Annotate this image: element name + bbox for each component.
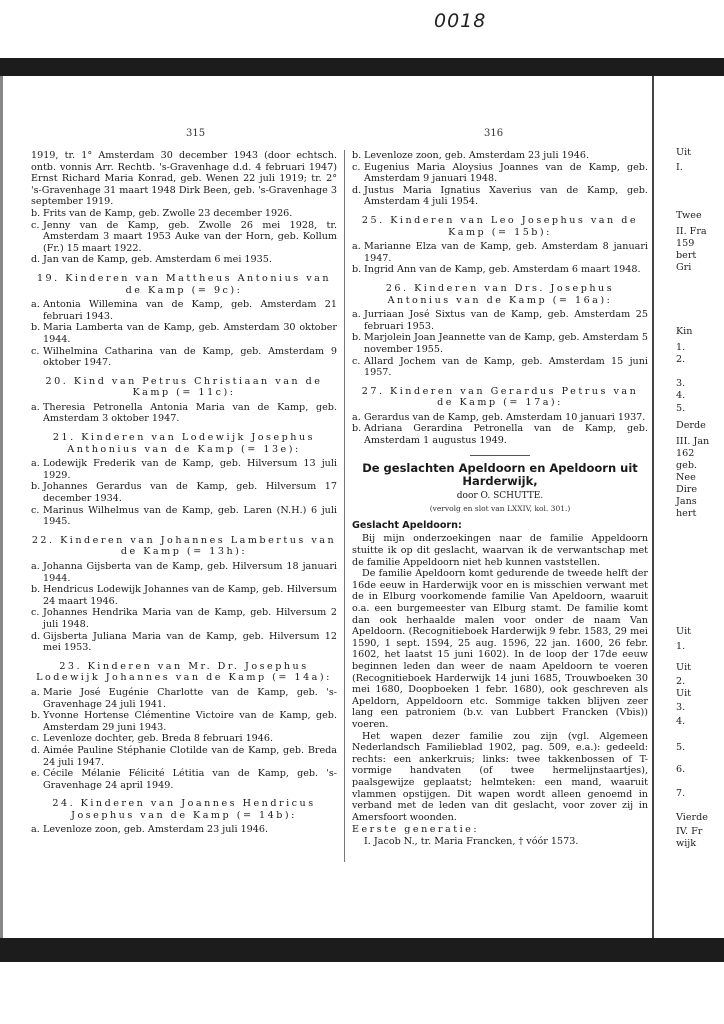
next-page-fragment: IV. Fr — [676, 826, 703, 837]
genealogy-entry — [31, 208, 337, 220]
entry-text: Yvonne Hortense Clémentine Victoire van de Kamp, geb. Amsterdam 29 juni 1943. — [43, 710, 337, 733]
entry-text: Eugenius Maria Aloysius Joannes van de Kamp, geb. Amsterdam 9 januari 1948. — [364, 161, 648, 185]
book-gutter — [652, 76, 654, 938]
article-paragraph: De familie Apeldoorn komt gedurende de tweede helft der 16de eeuw in Harderwijk voor en is misschien verwant met de in Elburg voorkomende familie Van Apeldoorn, waaruit o.a. een burgemeester van Elburg stamt. De familie komt dan ook herhaalde malen voor onder de naam Van Apeldoorn. (Recognitieboek Harderwijk 9 febr. 1583, 29 mei 1590, 1 sept. 1594, 25 aug. 1596, 22 jan. 1600, 26 febr. 1602, het laatst 15 juni 1602). In de loop der 17de eeuw beginnen leden dan weer de naam Apeldoorn te voeren (Recognitieboek Harderwijk 14 juni 1685, Trouwboeken 30 mei 1680, Doopboeken 1 febr. 1680), ook geschreven als Apeldorn, Appeldoorn etc. Sommige takken blijven zeer lang een patroniem (b.v. van Lubbert Francken (Vbis)) voeren. — [352, 568, 648, 730]
genealogy-entry — [31, 631, 337, 654]
genealogy-entry — [31, 710, 337, 733]
entry-text: Jan van de Kamp, geb. Amsterdam 6 mei 1935. — [43, 254, 272, 266]
entry-label: d. — [352, 184, 362, 196]
entry-label: c. — [31, 504, 40, 516]
next-page-fragment: 6. — [676, 764, 686, 775]
entry-text: Levenloze dochter, geb. Breda 8 februari 1946. — [43, 733, 274, 745]
entry-text: Johanna Gijsberta van de Kamp, geb. Hilversum 18 januari 1944. — [43, 561, 337, 584]
next-page-fragment: II. Fra — [676, 226, 707, 237]
entry-text: Johannes Gerardus van de Kamp, geb. Hilversum 17 december 1934. — [43, 481, 337, 505]
article-paragraph: Het wapen dezer familie zou zijn (vgl. Algemeen Nederlandsch Familieblad 1902, pag. 509, e.a.): gedeeld: rechts: een ankerkruis; links: twee takkenbossen of T-vormige handvaten (of twee hermelijnstaartjes), paalsgewijze geplaatst; helmteken: een mand, waaruit vlammen opstijgen. Dit wapen wordt alleen genoemd in verband met de leden van dit geslacht, voor zover zij in Amersfoort woonden. — [352, 730, 648, 823]
entry-label: c. — [31, 345, 40, 357]
right-page-column — [352, 150, 648, 847]
next-page-fragment: wijk — [676, 838, 697, 849]
page-number-right: 316 — [484, 128, 504, 139]
entry-text: Marinus Wilhelmus van de Kamp, geb. Laren (N.H.) 6 juli 1945. — [43, 504, 337, 528]
entry-label: b. — [31, 322, 41, 334]
next-page-fragment: 162 — [676, 448, 695, 459]
entry-text: Justus Maria Ignatius Xaverius van de Kamp, geb. Amsterdam 4 juli 1954. — [364, 184, 648, 208]
entry-label: a. — [31, 299, 40, 311]
section-heading: 22. Kinderen van Johannes Lambertus van de Kamp (= 13h): — [31, 534, 337, 558]
genealogy-entry — [31, 561, 337, 584]
next-page-fragment: 1. — [676, 342, 686, 353]
entry-label: a. — [31, 686, 40, 698]
entry-label: c. — [352, 161, 361, 173]
entry-label: c. — [31, 219, 40, 231]
entry-text: Cécile Mélanie Félicité Létitia van de Kamp, geb. 's-Gravenhage 24 april 1949. — [43, 768, 337, 791]
next-page-fragment: III. Jan — [676, 436, 710, 447]
next-page-fragment: Nee — [676, 472, 696, 483]
article-note: (vervolg en slot van LXXIV, kol. 301.) — [429, 504, 571, 514]
next-page-fragment: 4. — [676, 716, 686, 727]
genealogy-entry — [352, 309, 648, 332]
next-page-fragment: Uit — [676, 147, 692, 158]
next-page-fragment: Jans — [676, 496, 697, 507]
section-heading: 26. Kinderen van Drs. Josephus Antonius van de Kamp (= 16a): — [385, 282, 615, 306]
genealogy-entry — [31, 687, 337, 710]
next-page-fragment: 1. — [676, 641, 686, 652]
next-page-fragment: 3. — [676, 702, 686, 713]
genealogy-entry — [352, 356, 648, 379]
genealogy-entry — [31, 768, 337, 791]
entry-text: Jurriaan José Sixtus van de Kamp, geb. Amsterdam 25 februari 1953. — [364, 309, 648, 332]
entry-label: a. — [352, 241, 361, 253]
entry-text: Aimée Pauline Stéphanie Clotilde van de Kamp, geb. Breda 24 juli 1947. — [43, 744, 337, 768]
next-page-fragment: 2. — [676, 354, 686, 365]
genealogy-entry — [352, 241, 648, 264]
next-page-fragment: hert — [676, 508, 697, 519]
entry-text: Wilhelmina Catharina van de Kamp, geb. Amsterdam 9 oktober 1947. — [43, 345, 337, 369]
entry-label: a. — [31, 561, 40, 572]
entry-text: Theresia Petronella Antonia Maria van de Kamp, geb. Amsterdam 3 oktober 1947. — [43, 401, 337, 425]
next-page-fragment: I. — [676, 162, 683, 173]
scan-border-bottom — [0, 938, 724, 962]
genealogy-entry — [31, 733, 337, 745]
next-page-fragment: 7. — [676, 788, 686, 799]
entry-text: Marie José Eugénie Charlotte van de Kamp, geb. 's-Gravenhage 24 juli 1941. — [43, 686, 337, 710]
genealogy-entry — [31, 824, 337, 836]
scan-edge-left — [0, 76, 3, 938]
section-heading: 27. Kinderen van Gerardus Petrus van de Kamp (= 17a): — [361, 385, 639, 409]
next-page-fragment: geb. — [676, 460, 698, 471]
entry-label: a. — [352, 411, 361, 423]
entry-label: b. — [352, 423, 362, 435]
page-number-left: 315 — [186, 128, 206, 139]
next-page-fragment: Uit — [676, 688, 692, 699]
next-page-fragment: Derde — [676, 420, 706, 431]
section-heading: 21. Kinderen van Lodewijk Josephus Anthonius van de Kamp (= 13e): — [52, 432, 316, 455]
genealogy-entry — [352, 423, 648, 446]
genealogy-entry — [31, 458, 337, 481]
entry-label: b. — [352, 332, 362, 344]
entry-label: d. — [31, 744, 41, 756]
article-author: door O. SCHUTTE. — [456, 490, 544, 501]
article-title: De geslachten Apeldoorn en Apeldoorn uit Harderwijk, — [362, 460, 638, 488]
entry-text: Antonia Willemina van de Kamp, geb. Amsterdam 21 februari 1943. — [43, 299, 337, 322]
genealogy-entry — [352, 412, 648, 424]
next-page-fragment: Twee — [676, 210, 702, 221]
section-heading: 19. Kinderen van Mattheus Antonius van de Kamp (= 9c): — [36, 272, 332, 296]
entry-text: Levenloze zoon, geb. Amsterdam 23 juli 1946. — [364, 150, 590, 161]
genealogy-entry — [352, 162, 648, 185]
entry-label: a. — [31, 458, 40, 470]
entry-text: Marianne Elza van de Kamp, geb. Amsterdam 8 januari 1947. — [364, 241, 648, 264]
entry-label: b. — [31, 584, 41, 596]
article-divider — [470, 455, 530, 456]
entry-text: Gerardus van de Kamp, geb. Amsterdam 10 januari 1937. — [364, 411, 646, 423]
section-heading: 20. Kind van Petrus Christiaan van de Kamp (= 11c): — [45, 375, 323, 399]
genealogy-entry — [31, 322, 337, 345]
genealogy-entry — [31, 607, 337, 630]
genealogy-entry — [31, 220, 337, 255]
genealogy-entry: I. Jacob N., tr. Maria Francken, † vóór 1573. — [364, 835, 579, 847]
genealogy-entry — [31, 346, 337, 369]
genealogy-entry — [352, 185, 648, 208]
section-heading: 24. Kinderen van Joannes Hendricus Josephus van de Kamp (= 14b): — [52, 798, 316, 821]
entry-text: Johannes Hendrika Maria van de Kamp, geb. Hilversum 2 juli 1948. — [43, 607, 337, 630]
entry-label: a. — [31, 401, 40, 413]
genealogy-entry — [352, 264, 648, 276]
column-divider — [344, 150, 345, 862]
next-page-fragment: 5. — [676, 403, 686, 414]
article-subheading: Geslacht Apeldoorn: — [352, 519, 462, 531]
scan-border-top — [0, 58, 724, 76]
next-page-fragment: Gri — [676, 262, 692, 273]
entry-text: Maria Lamberta van de Kamp, geb. Amsterdam 30 oktober 1944. — [43, 322, 337, 345]
scan-id-handwritten: 0018 — [434, 10, 487, 32]
entry-text: Hendricus Lodewijk Johannes van de Kamp, geb. Hilversum 24 maart 1946. — [43, 584, 337, 607]
entry-label: c. — [31, 607, 40, 619]
genealogy-entry — [31, 505, 337, 528]
section-heading: 25. Kinderen van Leo Josephus van de Kamp (= 15b): — [361, 214, 639, 238]
genealogy-entry — [31, 402, 337, 425]
entry-text: Adriana Gerardina Petronella van de Kamp, geb. Amsterdam 1 augustus 1949. — [364, 423, 648, 447]
next-page-fragment: Vierde — [676, 812, 708, 823]
entry-text: Frits van de Kamp, geb. Zwolle 23 december 1926. — [43, 207, 293, 219]
entry-label: c. — [31, 733, 40, 745]
entry-label: a. — [31, 824, 40, 836]
entry-text: Marjolein Joan Jeannette van de Kamp, geb. Amsterdam 5 november 1955. — [364, 332, 648, 355]
genealogy-entry — [31, 584, 337, 607]
entry-label: b. — [352, 150, 362, 161]
entry-label: a. — [352, 309, 361, 321]
entry-label: b. — [31, 710, 41, 722]
entry-label: c. — [352, 355, 361, 367]
genealogy-entry — [31, 745, 337, 768]
entry-text: Levenloze zoon, geb. Amsterdam 23 juli 1946. — [43, 824, 269, 836]
entry-label: d. — [31, 254, 41, 266]
genealogy-entry — [31, 481, 337, 504]
next-page-fragment: 3. — [676, 378, 686, 389]
left-page-column — [31, 150, 337, 836]
next-page-fragment: Uit — [676, 662, 692, 673]
next-page-fragment: Kin — [676, 326, 693, 337]
next-page-fragment: bert — [676, 250, 697, 261]
entry-text: Lodewijk Frederik van de Kamp, geb. Hilversum 13 juli 1929. — [43, 458, 337, 481]
section-heading: 23. Kinderen van Mr. Dr. Josephus Lodewijk Johannes van de Kamp (= 14a): — [36, 660, 332, 684]
entry-label: b. — [31, 207, 41, 219]
entry-text: Allard Jochem van de Kamp, geb. Amsterdam 15 juni 1957. — [364, 355, 648, 379]
paragraph: 1919, tr. 1° Amsterdam 30 december 1943 (door echtsch. ontb. vonnis Arr. Rechtb. 's-Gravenhage d.d. 4 februari 1947) Ernst Richard Maria Konrad, geb. Wenen 22 juli 1919; tr. 2° 's-Gravenhage 31 maart 1948 Dirk Been, geb. 's-Gravenhage 3 september 1919. — [31, 150, 337, 208]
next-page-fragment: Dire — [676, 484, 698, 495]
entry-label: d. — [31, 630, 41, 642]
generation-label: Eerste generatie: — [352, 824, 480, 836]
genealogy-entry — [31, 299, 337, 322]
entry-text: Jenny van de Kamp, geb. Zwolle 26 mei 1928, tr. Amsterdam 3 maart 1953 Auke van der Horn, geb. Kollum (Fr.) 15 maart 1922. — [43, 219, 337, 254]
next-page-fragment: 159 — [676, 238, 695, 249]
next-page-fragment: 4. — [676, 390, 686, 401]
article-paragraph: Bij mijn onderzoekingen naar de familie Appeldoorn stuitte ik op dit geslacht, waarvan ik de verwantschap met de familie Appeldoorn niet heb kunnen vaststellen. — [352, 533, 648, 568]
next-page-fragment: Uit — [676, 626, 692, 637]
genealogy-entry — [352, 332, 648, 355]
next-page-fragment: 5. — [676, 742, 686, 753]
next-page-fragment: 2. — [676, 676, 686, 687]
entry-label: e. — [31, 768, 40, 780]
entry-text: Ingrid Ann van de Kamp, geb. Amsterdam 6 maart 1948. — [364, 264, 641, 276]
entry-label: b. — [352, 264, 362, 276]
genealogy-entry — [352, 150, 648, 162]
entry-text: Gijsberta Juliana Maria van de Kamp, geb. Hilversum 12 mei 1953. — [43, 630, 337, 654]
genealogy-entry — [31, 254, 337, 266]
entry-label: b. — [31, 481, 41, 493]
